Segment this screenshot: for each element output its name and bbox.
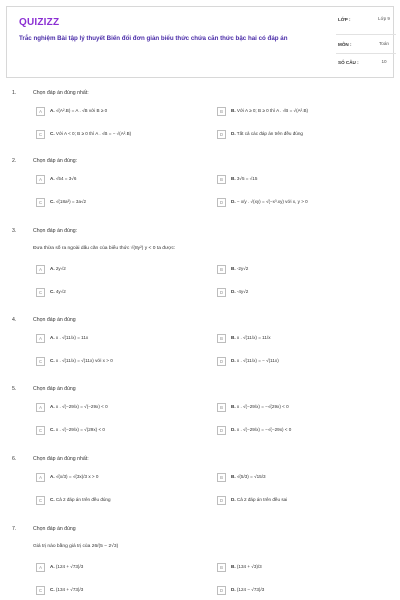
question-number: 7. <box>12 526 17 532</box>
answer-option-d[interactable] <box>217 426 389 438</box>
option-text <box>231 108 308 113</box>
option-label: C. <box>50 199 55 204</box>
question-number: 5. <box>12 386 17 392</box>
answer-option-d[interactable] <box>217 586 389 598</box>
answer-option-c[interactable] <box>36 426 206 438</box>
option-text <box>231 427 291 432</box>
option-text <box>50 176 76 181</box>
answer-option-c[interactable] <box>36 496 206 508</box>
option-letter-box[interactable]: C <box>36 586 45 595</box>
option-text <box>231 497 287 502</box>
option-content: − x/y . √(xy) = √(−x³.xy) với x, y > 0 <box>236 199 308 204</box>
option-text <box>231 289 248 294</box>
option-content: x . √(11/x) = 11x <box>55 335 89 340</box>
option-label: D. <box>231 427 236 432</box>
option-letter-box[interactable]: A <box>36 265 45 274</box>
option-content: x . √(−29/x) = −√(−29x) < 0 <box>236 427 292 432</box>
option-content: 2y√2 <box>55 266 66 271</box>
question-text: Chọn đáp án đúng nhất: <box>33 90 89 96</box>
option-content: (134 + √3)/3 <box>236 564 262 569</box>
option-letter-box[interactable]: A <box>36 563 45 572</box>
option-label: D. <box>231 289 236 294</box>
option-letter-box[interactable]: B <box>217 403 226 412</box>
option-text <box>50 335 88 340</box>
option-letter-box[interactable]: D <box>217 288 226 297</box>
answer-option-a[interactable] <box>36 265 206 277</box>
question-number: 1. <box>12 90 17 96</box>
answer-option-d[interactable] <box>217 130 389 142</box>
option-label: A. <box>50 335 55 340</box>
option-letter-box[interactable]: A <box>36 473 45 482</box>
option-letter-box[interactable]: D <box>217 357 226 366</box>
option-content: √54 = 3√6 <box>55 176 77 181</box>
option-letter-box[interactable]: B <box>217 334 226 343</box>
answer-option-b[interactable] <box>217 403 389 415</box>
option-label: B. <box>231 474 236 479</box>
option-label: C. <box>50 587 55 592</box>
option-letter-box[interactable]: A <box>36 107 45 116</box>
question-subtext: Giá trị nào bằng giá trị của 26/(5 − 2√3) <box>33 544 119 549</box>
option-content: x . √(11/x) = − √(11x) <box>236 358 279 363</box>
answer-option-a[interactable] <box>36 334 206 346</box>
option-label: D. <box>231 587 236 592</box>
answer-option-b[interactable] <box>217 334 389 346</box>
answer-option-d[interactable] <box>217 288 389 300</box>
answer-option-c[interactable] <box>36 586 206 598</box>
option-letter-box[interactable]: C <box>36 198 45 207</box>
class-label: LỚP : <box>338 17 351 22</box>
option-label: D. <box>231 131 236 136</box>
option-letter-box[interactable]: C <box>36 130 45 139</box>
answer-option-b[interactable] <box>217 563 389 575</box>
question-text: Chọn đáp án đúng <box>33 317 76 323</box>
option-label: B. <box>231 564 236 569</box>
option-text <box>50 404 108 409</box>
worksheet-title: Trắc nghiệm Bài tập lý thuyết Biến đổi đơn giản biểu thức chứa căn thức bậc hai có đáp án <box>19 35 288 42</box>
option-content: x . √(11/x) = 11/x <box>236 335 271 340</box>
option-text <box>50 497 111 502</box>
option-text <box>231 176 257 181</box>
meta-divider <box>336 53 396 54</box>
option-text <box>231 335 271 340</box>
option-content: (134 + √73)/3 <box>55 587 84 592</box>
question-text: Chọn đáp án đúng <box>33 526 76 532</box>
option-text <box>231 587 264 592</box>
option-letter-box[interactable]: D <box>217 130 226 139</box>
option-letter-box[interactable]: C <box>36 426 45 435</box>
option-content: Với A ≥ 0; B ≥ 0 thì A . √B = √(A².B) <box>236 108 309 113</box>
option-letter-box[interactable]: A <box>36 175 45 184</box>
option-label: A. <box>50 266 55 271</box>
option-label: C. <box>50 131 55 136</box>
option-letter-box[interactable]: C <box>36 288 45 297</box>
option-text <box>50 266 66 271</box>
option-content: √(18a²) = 3a√2 <box>55 199 87 204</box>
answer-option-a[interactable] <box>36 175 206 187</box>
option-label: B. <box>231 404 236 409</box>
option-text <box>231 358 279 363</box>
option-text <box>50 587 83 592</box>
option-text <box>50 474 98 479</box>
option-label: C. <box>50 497 55 502</box>
option-content: (124 + √73)/3 <box>55 564 84 569</box>
option-label: D. <box>231 358 236 363</box>
option-text <box>231 404 289 409</box>
option-label: B. <box>231 108 236 113</box>
answer-option-d[interactable] <box>217 198 389 210</box>
question-number: 3. <box>12 228 17 234</box>
subject-value: Toán <box>379 41 389 46</box>
option-text <box>231 474 266 479</box>
option-label: B. <box>231 335 236 340</box>
option-text <box>50 108 107 113</box>
option-letter-box[interactable]: D <box>217 586 226 595</box>
option-content: Cả 2 đáp án trên đều sai <box>236 497 288 502</box>
option-content: √(A².B) = A . √B với B ≥ 0 <box>55 108 108 113</box>
option-text <box>50 564 83 569</box>
option-label: D. <box>231 199 236 204</box>
quizizz-logo: QUIZIZZ <box>19 17 60 28</box>
count-label: SỐ CÂU : <box>338 60 359 65</box>
option-content: x . √(11/x) = √(11x) với x > 0 <box>55 358 113 363</box>
class-value: Lớp 9 <box>378 16 390 21</box>
option-letter-box[interactable]: B <box>217 175 226 184</box>
option-label: A. <box>50 564 55 569</box>
answer-option-d[interactable] <box>217 357 389 369</box>
answer-option-c[interactable] <box>36 288 206 300</box>
option-label: A. <box>50 474 55 479</box>
option-content: Với A < 0; B ≥ 0 thì A . √B = − √(A².B) <box>55 131 132 136</box>
answer-option-d[interactable] <box>217 496 389 508</box>
question-text: Chọn đáp án đúng <box>33 386 76 392</box>
option-content: √(x/3) = √(3x)/3 x > 0 <box>55 474 99 479</box>
option-text <box>50 131 131 136</box>
option-letter-box[interactable]: B <box>217 265 226 274</box>
option-letter-box[interactable]: C <box>36 357 45 366</box>
question-number: 2. <box>12 158 17 164</box>
question-text: Chọn đáp án đúng: <box>33 158 78 164</box>
question-subtext: Đưa thừa số ra ngoài dấu căn của biểu thức √(8y²) y < 0 ta được: <box>33 246 176 251</box>
option-label: C. <box>50 289 55 294</box>
option-label: C. <box>50 427 55 432</box>
option-label: A. <box>50 108 55 113</box>
option-content: (124 − √73)/3 <box>236 587 265 592</box>
meta-divider <box>336 34 396 35</box>
option-letter-box[interactable]: C <box>36 496 45 505</box>
option-letter-box[interactable]: A <box>36 334 45 343</box>
question-number: 6. <box>12 456 17 462</box>
option-label: B. <box>231 266 236 271</box>
option-label: C. <box>50 358 55 363</box>
option-text <box>231 564 262 569</box>
answer-option-b[interactable] <box>217 107 389 119</box>
answer-option-c[interactable] <box>36 357 206 369</box>
option-text <box>50 427 105 432</box>
option-content: √(5/3) = √15/3 <box>236 474 266 479</box>
option-content: -2y√2 <box>236 266 249 271</box>
option-label: B. <box>231 176 236 181</box>
option-text <box>50 358 113 363</box>
option-content: 3√5 = √15 <box>236 176 258 181</box>
option-content: Cả 2 đáp án trên đều đúng <box>55 497 111 502</box>
subject-label: MÔN : <box>338 42 352 47</box>
question-number: 4. <box>12 317 17 323</box>
question-text: Chọn đáp án đúng nhất: <box>33 456 89 462</box>
option-content: x . √(−29/x) = √(29x) < 0 <box>55 427 105 432</box>
option-content: -4y√2 <box>236 289 249 294</box>
option-text <box>231 266 248 271</box>
option-letter-box[interactable]: D <box>217 426 226 435</box>
count-value: 10 <box>381 59 387 64</box>
answer-option-c[interactable] <box>36 130 206 142</box>
option-text <box>231 199 308 204</box>
answer-option-a[interactable] <box>36 107 206 119</box>
option-content: 4y√2 <box>55 289 66 294</box>
option-content: x . √(−29/x) = √(−29x) < 0 <box>55 404 108 409</box>
option-letter-box[interactable]: B <box>217 107 226 116</box>
question-text: Chọn đáp án đúng: <box>33 228 78 234</box>
answer-option-b[interactable] <box>217 265 389 277</box>
option-label: A. <box>50 176 55 181</box>
option-content: x . √(−29/x) = −√(29x) < 0 <box>236 404 289 409</box>
option-letter-box[interactable]: A <box>36 403 45 412</box>
option-text <box>50 199 86 204</box>
option-content: Tất cả các đáp án trên đều đúng <box>236 131 303 136</box>
option-text <box>50 289 66 294</box>
answer-option-a[interactable] <box>36 473 206 485</box>
option-letter-box[interactable]: D <box>217 198 226 207</box>
option-letter-box[interactable]: B <box>217 473 226 482</box>
option-letter-box[interactable]: D <box>217 496 226 505</box>
answer-option-c[interactable] <box>36 198 206 210</box>
option-label: A. <box>50 404 55 409</box>
option-label: D. <box>231 497 236 502</box>
option-text <box>231 131 303 136</box>
option-letter-box[interactable]: B <box>217 563 226 572</box>
worksheet-header <box>6 6 394 78</box>
answer-option-b[interactable] <box>217 175 389 187</box>
answer-option-a[interactable] <box>36 563 206 575</box>
answer-option-b[interactable] <box>217 473 389 485</box>
answer-option-a[interactable] <box>36 403 206 415</box>
